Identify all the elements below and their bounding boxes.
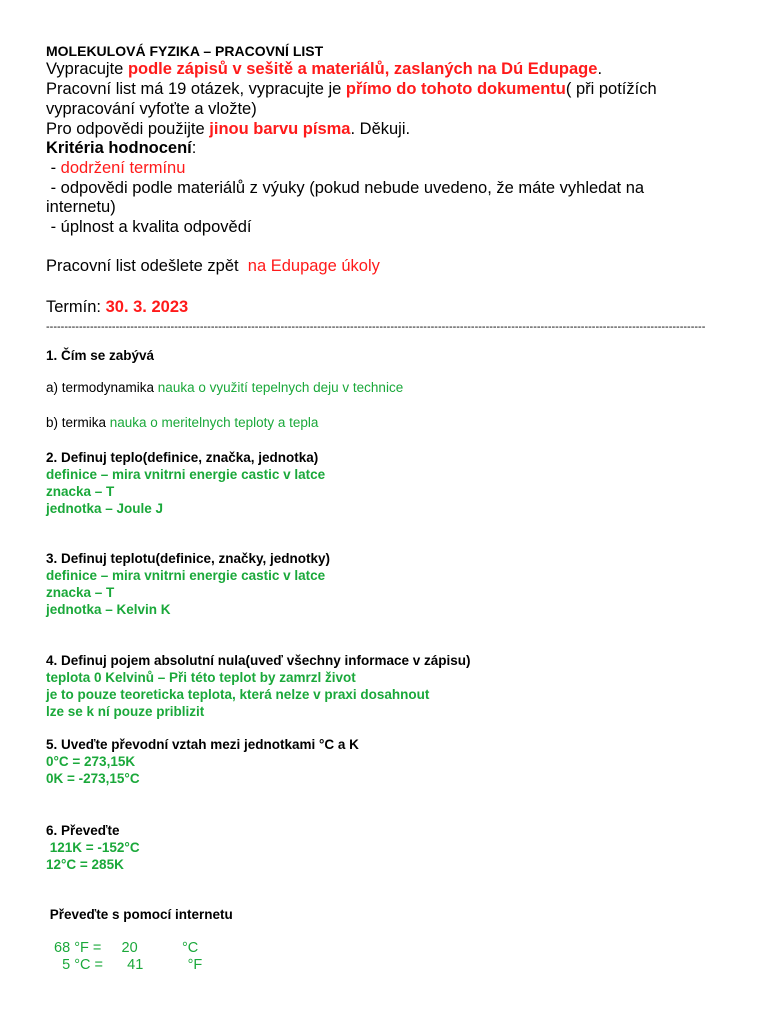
answer-label: b) termika: [46, 415, 110, 430]
criteria-item-3: - úplnost a kvalita odpovědí: [46, 218, 252, 236]
instruction-highlight: přímo do tohoto dokumentu: [345, 80, 566, 98]
deadline-line: [46, 298, 726, 318]
question-5: 5. Uveďte převodní vztah mezi jednotkami °C a K: [46, 737, 359, 752]
answer-line: lze se k ní pouze priblizit: [46, 704, 205, 719]
instruction-text: . Děkuji.: [350, 120, 411, 138]
answer-text: nauka o meritelnych teploty a tepla: [109, 415, 319, 430]
answer-line: 12°C = 285K: [46, 857, 124, 872]
question-7: Převeďte s pomocí internetu: [46, 907, 233, 922]
answer-line: je to pouze teoreticka teplota, která nelze v praxi dosahnout: [46, 687, 430, 702]
worksheet-title: MOLEKULOVÁ FYZIKA – PRACOVNÍ LIST: [46, 43, 324, 59]
answer-line: definice – mira vnitrni energie castic v latce: [46, 568, 326, 583]
instruction-text: .: [597, 60, 603, 78]
question-4: 4. Definuj pojem absolutní nula(uveď všechny informace v zápisu): [46, 653, 471, 668]
answer-line: 0K = -273,15°C: [46, 771, 140, 786]
answer-line: 0°C = 273,15K: [46, 754, 136, 769]
send-target: na Edupage úkoly: [247, 257, 380, 275]
criteria-dash: -: [46, 159, 61, 177]
conversion-row: 68 °F = 20 °C: [46, 940, 199, 956]
answer-line: znacka – T: [46, 484, 115, 499]
criteria-deadline: dodržení termínu: [60, 159, 186, 177]
question-1-a: [46, 379, 726, 396]
answer-line: jednotka – Joule J: [46, 501, 164, 516]
question-1-b: [46, 414, 726, 431]
send-instruction: [46, 257, 726, 277]
instruction-line-2: [46, 80, 726, 100]
instruction-highlight: podle zápisů v sešitě a materiálů, zaslaných na Dú Edupage: [127, 60, 598, 78]
criteria-label: Kritéria hodnocení: [46, 139, 192, 157]
answer-line: definice – mira vnitrni energie castic v latce: [46, 467, 326, 482]
criteria-colon: :: [191, 139, 197, 157]
answer-text: nauka o využití tepelnych deju v technice: [157, 380, 404, 395]
instruction-highlight: jinou barvu písma: [209, 120, 351, 138]
send-text: Pracovní list odešlete zpět: [46, 257, 248, 275]
question-6: 6. Převeďte: [46, 823, 120, 838]
instruction-text: Vypracujte: [46, 60, 128, 78]
instruction-line-4: [46, 120, 726, 140]
answer-label: a) termodynamika: [46, 380, 158, 395]
deadline-label: Termín:: [46, 298, 106, 316]
instruction-line-3: vypracování vyfoťte a vložte): [46, 100, 257, 118]
instruction-text: ( při potížích: [565, 80, 657, 98]
answer-line: znacka – T: [46, 585, 115, 600]
question-2: 2. Definuj teplo(definice, značka, jednotka): [46, 450, 319, 465]
answer-line: 121K = -152°C: [46, 840, 140, 855]
instruction-line-1: [46, 60, 726, 80]
criteria-item-1: [46, 159, 726, 179]
question-1: 1. Čím se zabývá: [46, 348, 155, 363]
criteria-heading: [46, 139, 726, 159]
answer-line: teplota 0 Kelvinů – Při této teplot by zamrzl život: [46, 670, 356, 685]
deadline-value: 30. 3. 2023: [105, 298, 189, 316]
criteria-item-2: - odpovědi podle materiálů z výuky (pokud nebude uvedeno, že máte vyhledat na: [46, 179, 645, 197]
criteria-item-2-cont: internetu): [46, 198, 116, 216]
conversion-row: 5 °C = 41 °F: [46, 957, 203, 973]
instruction-text: Pro odpovědi použijte: [46, 120, 210, 138]
question-3: 3. Definuj teplotu(definice, značky, jednotky): [46, 551, 331, 566]
separator-line: ------------------------------------------------------------------------------------------------------------------------------------------------------------------------------------: [46, 321, 706, 333]
answer-line: jednotka – Kelvin K: [46, 602, 171, 617]
instruction-text: Pracovní list má 19 otázek, vypracujte je: [46, 80, 346, 98]
